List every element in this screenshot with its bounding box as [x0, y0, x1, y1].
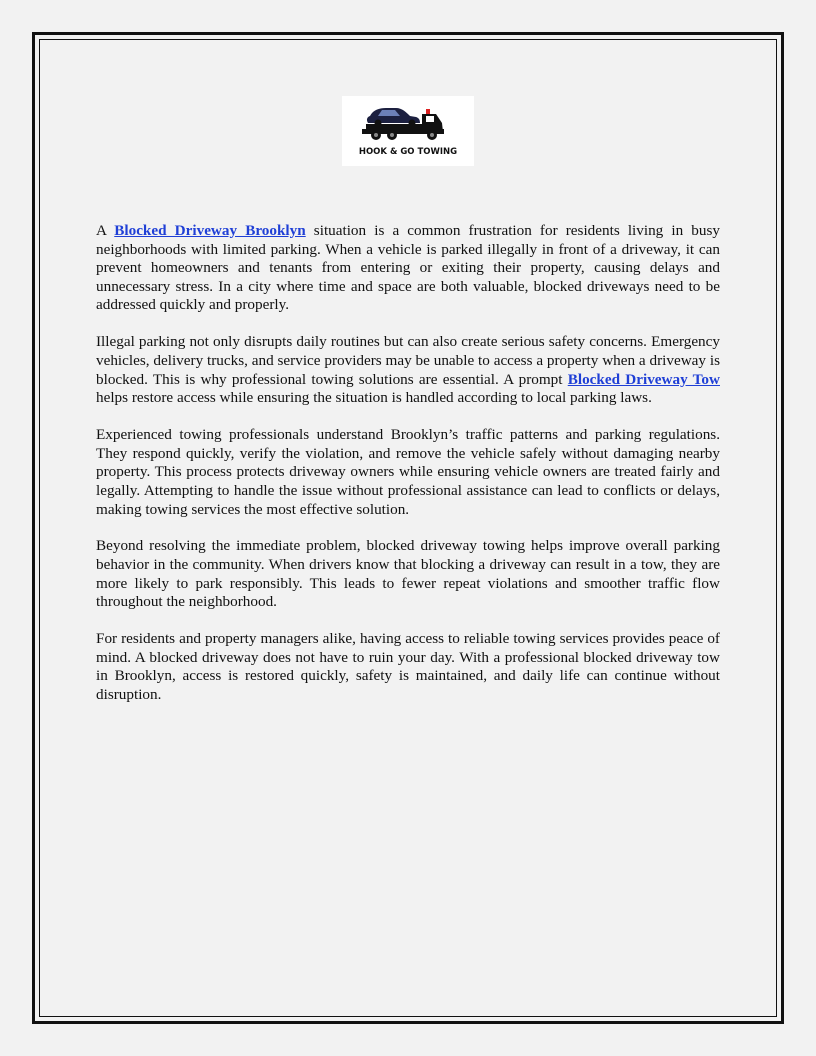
paragraph-2	[96, 333, 720, 407]
paragraph-1	[96, 222, 720, 315]
company-logo	[342, 96, 474, 166]
blocked-driveway-brooklyn-link[interactable]: Blocked Driveway Brooklyn	[114, 222, 306, 239]
paragraph-2-text-end: helps restore access while ensuring the situation is handled according to local parking laws.	[96, 389, 652, 407]
paragraph-1-text-end: situation is a common frustration for residents living in busy neighborhoods with limited parking. When a vehicle is parked illegally in front of a driveway, it can prevent homeowners and tenants from entering or exiting their property, causing delays and unnecessary stress. In a city where time and space are both valuable, blocked driveways need to be addressed quickly and properly.	[96, 222, 720, 314]
article-body	[96, 222, 720, 723]
tow-truck-logo-icon	[342, 96, 474, 166]
paragraph-1-text-start: A	[96, 222, 115, 239]
logo-text: HOOK & GO TOWING	[358, 147, 458, 157]
paragraph-2-text-start: Illegal parking not only disrupts daily routines but can also create serious safety concerns. Emergency vehicles, delivery trucks, and service providers may be unable to access a property when a driveway is blocked. This is why professional towing solutions are essential. A prompt	[96, 333, 720, 388]
paragraph-4: Beyond resolving the immediate problem, blocked driveway towing helps improve overall parking behavior in the community. When drivers know that blocking a driveway can result in a tow, they are more likely to park responsibly. This leads to fewer repeat violations and smoother traffic flow throughout the neighborhood.	[96, 537, 720, 611]
blocked-driveway-tow-link[interactable]: Blocked Driveway Tow	[567, 370, 720, 388]
paragraph-3: Experienced towing professionals understand Brooklyn’s traffic patterns and parking regulations. They respond quickly, verify the violation, and remove the vehicle safely without damaging nearby property. This process protects driveway owners while ensuring vehicle owners are treated fairly and legally. Attempting to handle the issue without professional assistance can lead to conflicts or delays, making towing services the most effective solution.	[96, 426, 720, 518]
paragraph-5: For residents and property managers alike, having access to reliable towing services provides peace of mind. A blocked driveway does not have to ruin your day. With a professional blocked driveway tow in Brooklyn, access is restored quickly, safety is maintained, and daily life can continue without disruption.	[96, 630, 720, 704]
